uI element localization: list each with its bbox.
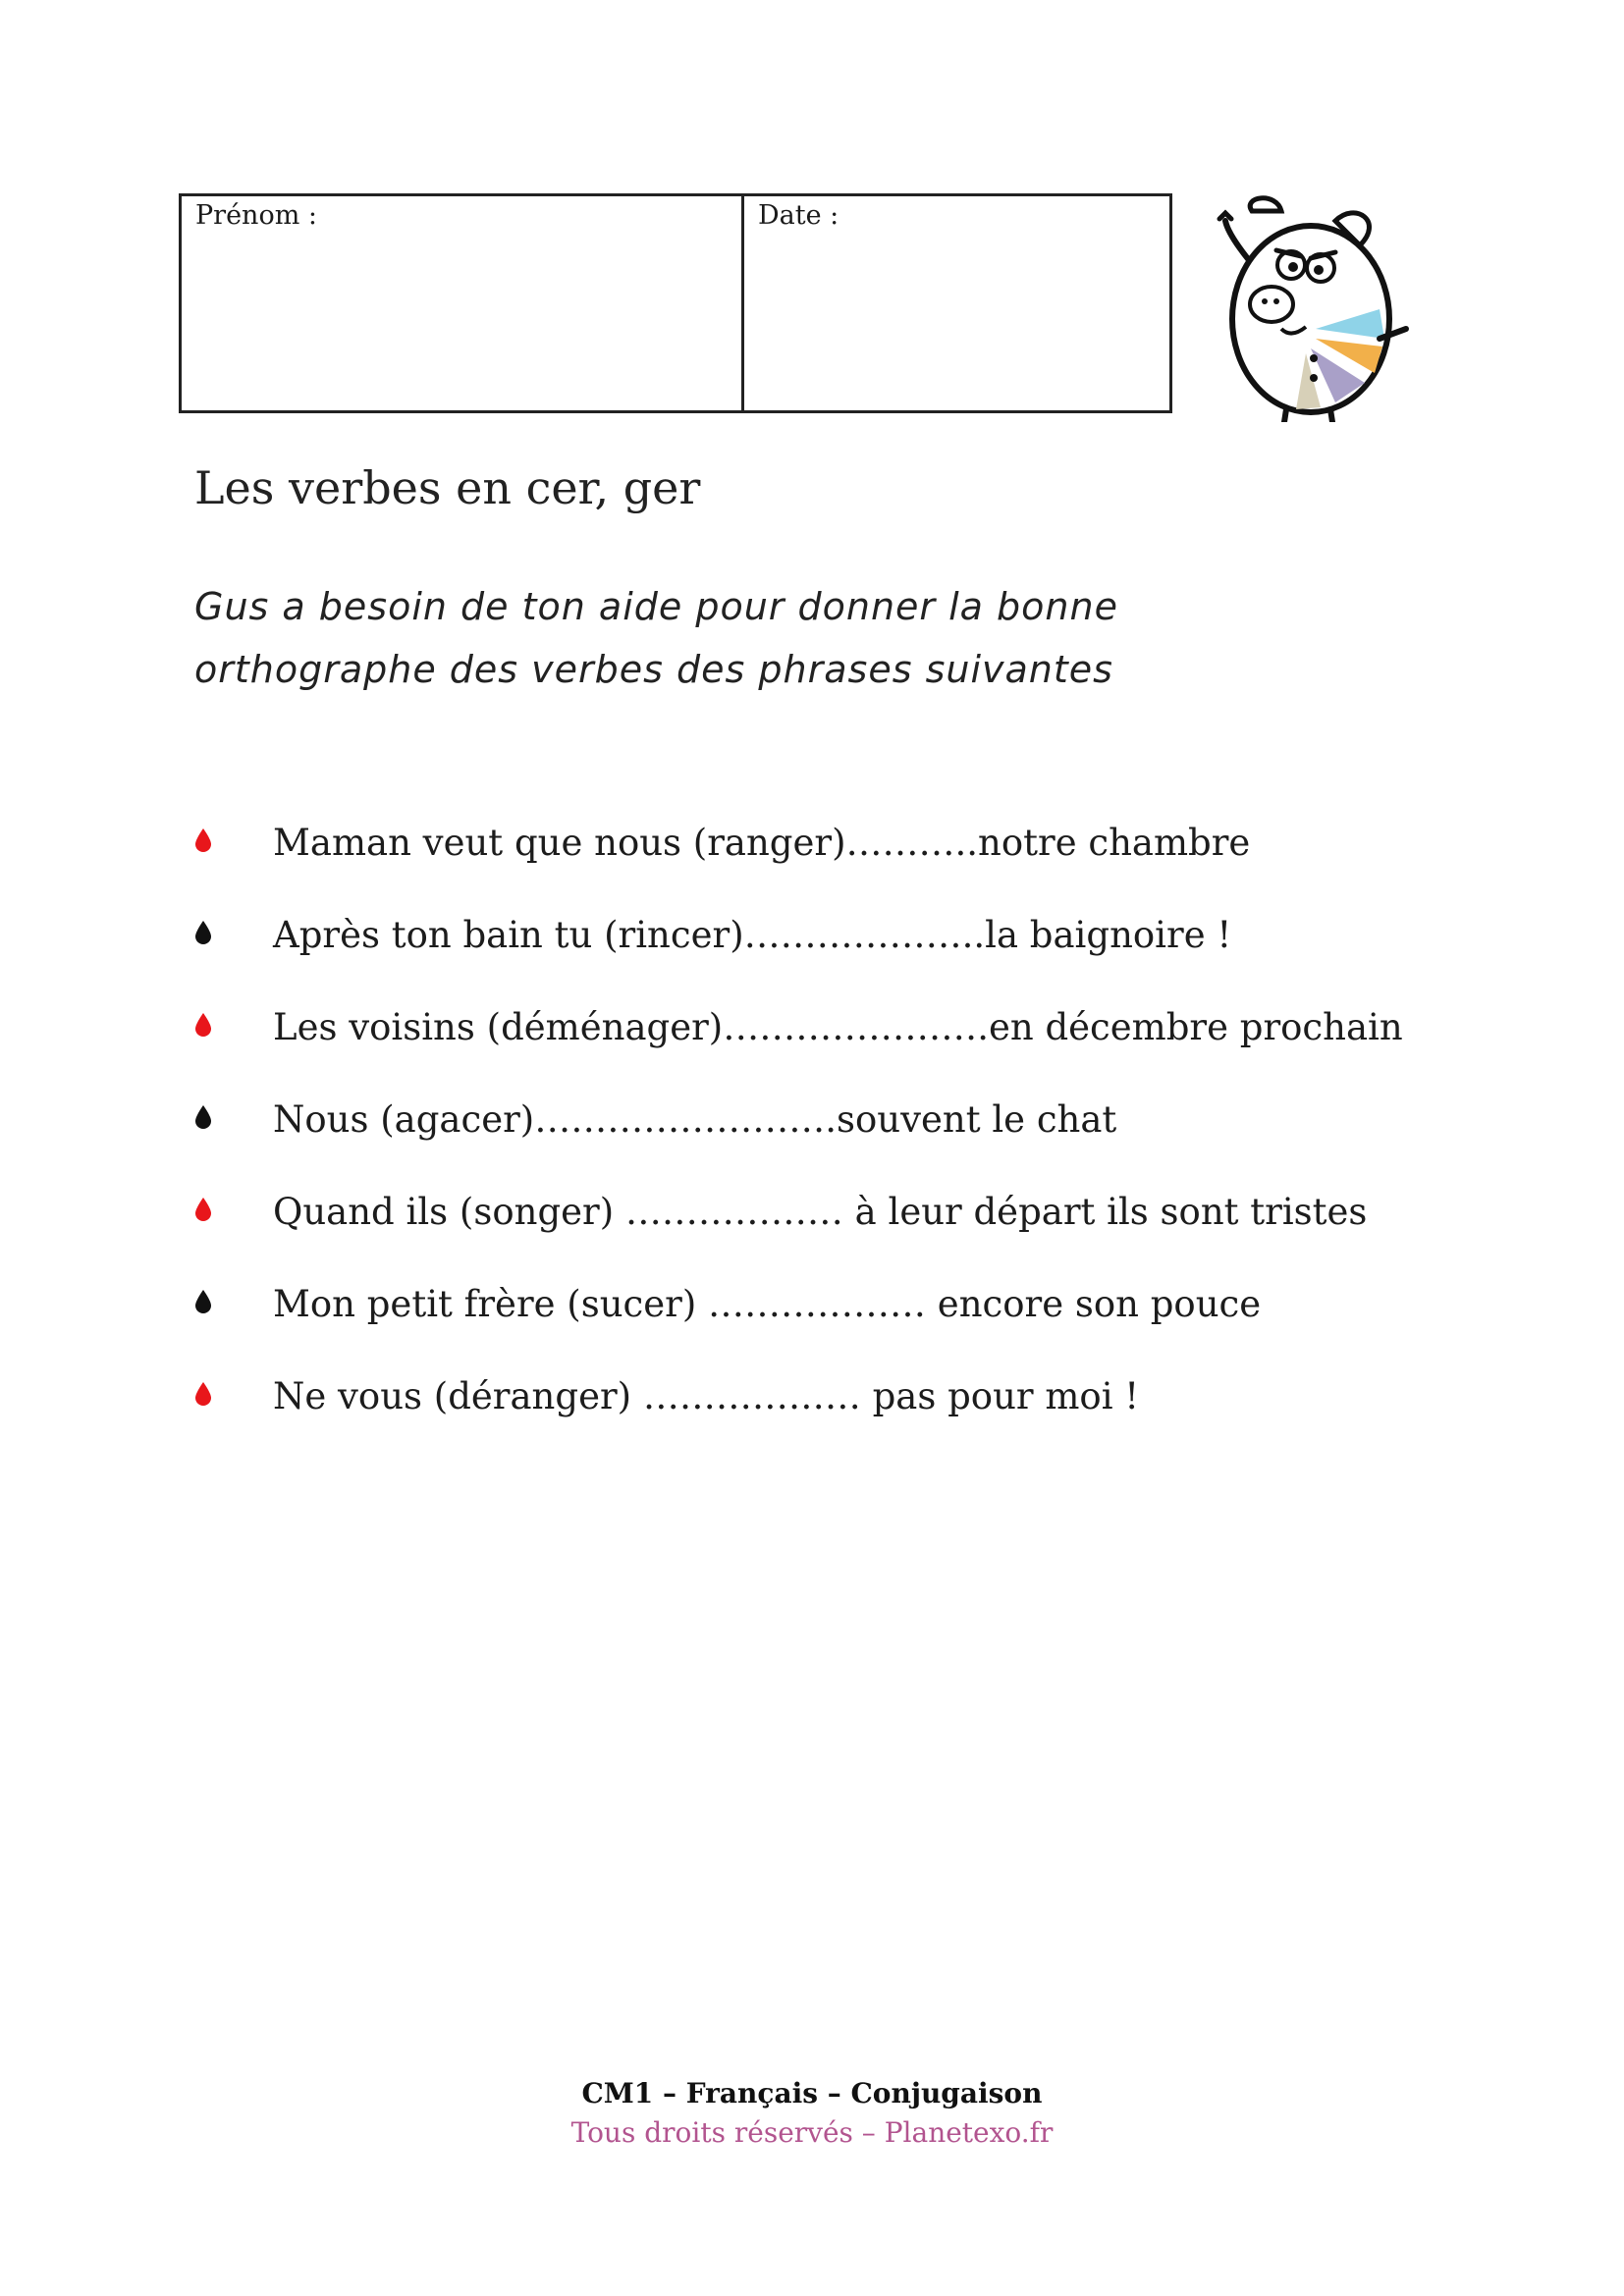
drop-bullet-icon — [194, 1097, 273, 1137]
exercise-sentence: Nous (agacer)…………………….souvent le chat — [273, 1098, 1117, 1141]
drop-bullet-icon — [194, 1190, 273, 1229]
exercise-item — [194, 821, 1471, 913]
exercise-sentence: Les voisins (déménager)………………….en décembre prochain — [273, 1006, 1403, 1048]
instructions — [194, 575, 1294, 701]
drop-bullet-icon — [194, 821, 273, 860]
exercise-sentence: Ne vous (déranger) ……………… pas pour moi ! — [273, 1375, 1140, 1417]
name-field[interactable] — [182, 196, 744, 410]
exercise-item — [194, 913, 1471, 1005]
exercise-item — [194, 1374, 1471, 1467]
exercise-sentence: Maman veut que nous (ranger)………..notre chambre — [273, 822, 1251, 864]
date-field[interactable] — [744, 196, 1169, 410]
exercise-list — [194, 821, 1471, 1467]
exercise-item — [194, 1282, 1471, 1374]
name-label: Prénom : — [195, 200, 317, 231]
footer-subject: CM1 – Français – Conjugaison — [581, 2077, 1043, 2109]
exercise-sentence: Quand ils (songer) ……………… à leur départ ils sont tristes — [273, 1191, 1368, 1233]
drop-bullet-icon — [194, 1282, 273, 1321]
exercise-item — [194, 1097, 1471, 1190]
student-info-table — [179, 193, 1172, 413]
sheep-mascot-icon — [1198, 191, 1414, 422]
date-label: Date : — [758, 200, 839, 231]
instructions-line-2: orthographe des verbes des phrases suivantes — [194, 648, 1113, 691]
drop-bullet-icon — [194, 1005, 273, 1044]
exercise-item — [194, 1190, 1471, 1282]
footer-copyright: Tous droits réservés – Planetexo.fr — [570, 2116, 1054, 2149]
exercise-sentence: Mon petit frère (sucer) ……………… encore son pouce — [273, 1283, 1262, 1325]
page-title: Les verbes en cer, ger — [194, 461, 701, 514]
drop-bullet-icon — [194, 1374, 273, 1414]
exercise-item — [194, 1005, 1471, 1097]
instructions-line-1: Gus a besoin de ton aide pour donner la bonne — [194, 585, 1118, 628]
drop-bullet-icon — [194, 913, 273, 952]
exercise-sentence: Après ton bain tu (rincer)………………..la baignoire ! — [273, 914, 1232, 956]
